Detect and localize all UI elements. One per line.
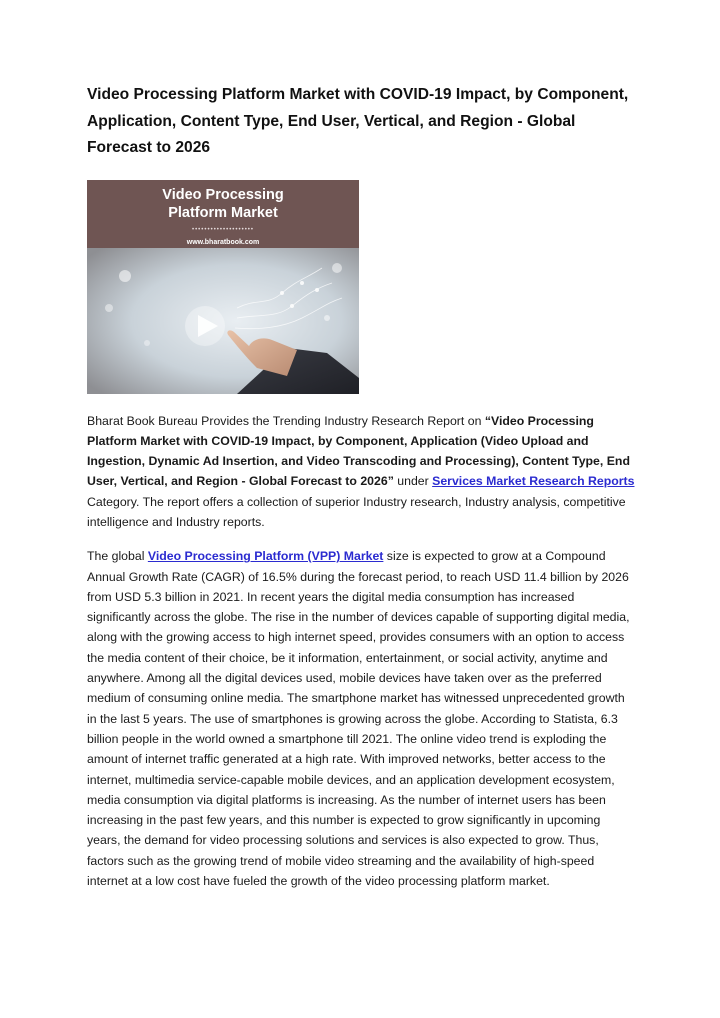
intro-text: Bharat Book Bureau Provides the Trending Industry Research Report on [87,413,485,428]
play-icon [185,306,225,346]
vpp-market-link[interactable]: Video Processing Platform (VPP) Market [147,549,384,564]
intro-rest: Category. The report offers a collection of superior Industry research, Industry analysis, competitive intelligence and Industry reports. [87,494,626,529]
intro-paragraph [87,411,637,533]
hero-dots: •••••••••••••••••••• [191,226,254,233]
document-title: Video Processing Platform Market with COVID-19 Impact, by Component, Application, Content Type, End User, Vertical, and Region - Global Forecast to 2026 [87,86,629,156]
hero-heading-line2: Platform Market [168,204,278,221]
report-title-bold: “Video Processing Platform Market with COVID-19 Impact, by Component, Application (Video Upload and Ingestion, Dynamic Ad Insertion, and Video Transcoding and Processing), Content Type, End User, Vertical, and Region - Global Forecast to 2026” [87,413,630,489]
market-lead: The global [87,549,148,564]
hero-heading-line1: Video Processing [162,186,284,203]
hero-photo [87,248,359,394]
under-text: under [393,474,433,489]
hero-image [87,180,359,394]
document-page [87,82,637,905]
hero-website: www.bharatbook.com [186,238,260,246]
services-market-research-reports-link[interactable]: Services Market Research Reports [432,474,635,489]
market-body: size is expected to grow at a Compound Annual Growth Rate (CAGR) of 16.5% during the forecast period, to reach USD 11.4 billion by 2026 from USD 5.3 billion in 2021. In recent years the digital media consumption has increased significantly across the globe. The rise in the number of devices capable of supporting digital media, along with the growing access to high internet speed, provides consumers with an option to access the media content of their choice, be it information, entertainment, or social activity, anytime and anywhere. Among all the digital devices used, mobile devices have taken over as the preferred medium of consuming online media. The smartphone market has witnessed unprecedented growth in the last 5 years. The use of smartphones is growing across the globe. According to Statista, 6.3 billion people in the world owned a smartphone till 2021. The online video trend is exploding the amount of internet traffic generated at a high rate. With improved networks, better access to the internet, multimedia service-capable mobile devices, and an application development ecosystem, media consumption via digital platforms is increasing. As the number of internet users has been increasing in the past few years, and this number is expected to grow significantly in upcoming years, the demand for video processing solutions and services is also expected to grow. Thus, factors such as the growing trend of mobile video streaming and the availability of high-speed internet at a low cost have fueled the growth of the video processing platform market. [87,549,630,889]
market-paragraph [87,546,637,891]
